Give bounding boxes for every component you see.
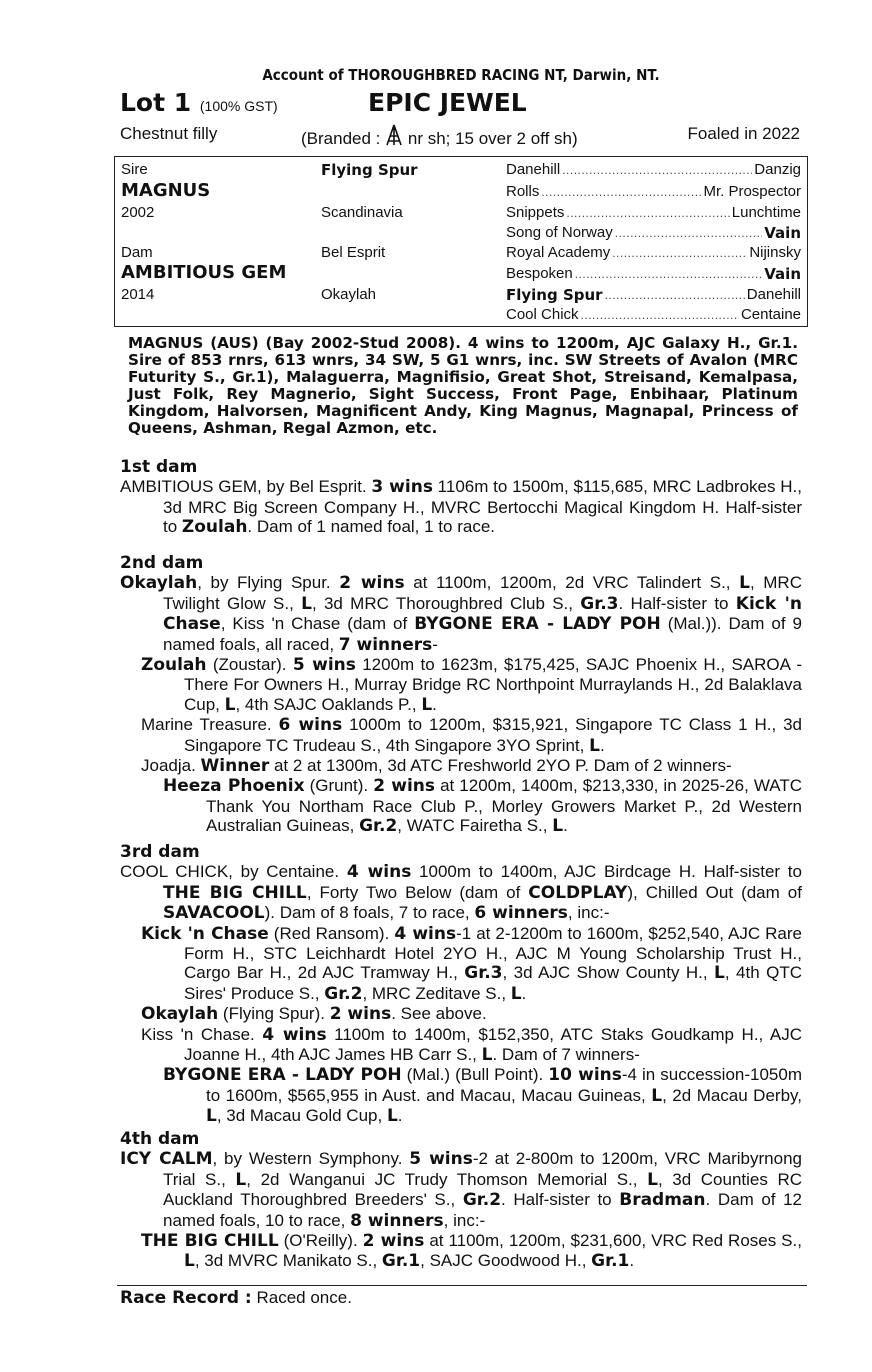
grandparent-right: Vain <box>764 265 801 283</box>
sire-name: MAGNUS <box>121 180 211 201</box>
text-run: . <box>599 735 605 755</box>
text-run: (Mal.)). Dam of 9 named foals, all raced, <box>163 614 802 654</box>
bold-text: 8 winners <box>350 1210 444 1231</box>
bold-text: Gr.1 <box>381 1251 421 1272</box>
grandparent-left: Rolls <box>506 183 540 200</box>
bold-text: Gr.2 <box>462 1190 502 1211</box>
progeny-entry <box>141 924 802 1005</box>
bold-text: Kick 'n Chase <box>163 593 802 635</box>
grandparent-row <box>506 224 801 242</box>
brand-prefix: (Branded : <box>301 129 381 148</box>
text-run: . Dam of 7 winners- <box>492 1045 640 1065</box>
text-run: . Dam of 12 named foals, 10 to race, <box>163 1190 803 1230</box>
text-run: ). Dam of 8 foals, 7 to race, <box>264 903 475 923</box>
dam-label: Dam <box>121 244 153 261</box>
section-heading: 3rd dam <box>120 842 200 862</box>
bold-text: L <box>386 1106 398 1127</box>
bold-text: Gr.3 <box>580 593 619 614</box>
text-run: (Grunt). <box>304 776 374 796</box>
text-run: , 2d Wanganui JC Trudy Thomson Memorial S., <box>246 1169 648 1189</box>
bold-text: Gr.2 <box>359 816 398 837</box>
bold-text: ICY CALM <box>120 1149 213 1170</box>
grandparent-right: Centaine <box>740 306 801 323</box>
bold-text: 5 wins <box>409 1149 473 1170</box>
grandparent-row <box>506 286 801 304</box>
dam-year: 2014 <box>121 286 155 303</box>
text-run: , WATC Fairetha S., <box>397 816 553 836</box>
bold-text: 2 wins <box>373 776 436 797</box>
bold-text: Okaylah <box>120 573 198 594</box>
text-run: -4 in succession-1050m to 1600m, $565,955 in Aust. and Macau, Macau Guineas, <box>206 1065 802 1105</box>
text-run: , by Western Symphony. <box>212 1149 410 1169</box>
bold-text: L <box>647 1169 658 1190</box>
bold-text: L <box>552 816 564 837</box>
text-run: at 1200m, 1400m, $213,330, in 2025-26, WATC Thank You Northam Race Club P., Morley Growers Market P., 2d Western Australian Guineas, <box>206 776 802 836</box>
grandparent-left: Danehill <box>506 161 561 178</box>
grandparent-row <box>506 204 801 222</box>
text-run: 1100m to 1400m, $152,350, ATC Staks Goudkamp H., AJC Joanne H., 4th AJC James HB Carr S., <box>184 1024 802 1065</box>
grandparent-right: Lunchtime <box>731 204 801 221</box>
bold-text: L <box>184 1251 195 1272</box>
grandparent-left: Flying Spur <box>506 286 603 304</box>
bold-text: 2 wins <box>339 573 405 594</box>
grandparent-left: Royal Academy <box>506 244 611 261</box>
grandparent-left: Cool Chick <box>506 306 579 323</box>
text-run: -1 at 2-1200m to 1600m, $252,540, AJC Rare Form H., STC Leichhardt Hotel 2YO H., AJC M Young Scholarship Trust H., Cargo Bar H., 2d AJC Tramway H., <box>184 923 802 983</box>
bold-text: L <box>651 1085 663 1106</box>
brand-icon <box>385 124 403 146</box>
text-run: Marine Treasure. <box>141 715 279 735</box>
dam-sire: Bel Esprit <box>321 244 386 261</box>
grandparent-left: Snippets <box>506 204 565 221</box>
bold-text: L <box>421 694 433 715</box>
text-run: 1106m to 1500m, $115,685, MRC Ladbrokes H., 3d MRC Big Screen Company H., MVRC Bertocchi Magical Kingdom H. Half-sister to <box>163 477 802 537</box>
sire-summary: MAGNUS (AUS) (Bay 2002-Stud 2008). 4 wins to 1200m, AJC Galaxy H., Gr.1. Sire of 853 rnrs, 613 wnrs, 34 SW, 5 G1 wnrs, inc. SW Streets of Avalon (MRC Futurity S., Gr.1), Malaguerra, Magnifisio, Great Shot, Streisand, Kemalpasa, Just Folk, Rey Magnerio, Sight Success, Front Page, Enbihaar, Platinum Kingdom, Halvorsen, Magnificent Andy, King Magnus, Magnapal, Princess of Queens, Ashman, Regal Azmon, etc. <box>128 334 798 437</box>
progeny-entry <box>141 756 802 776</box>
progeny-entry <box>141 655 802 715</box>
lot-number <box>120 88 278 117</box>
bold-text: 5 wins <box>292 655 356 676</box>
text-run: , 2d Macau Derby, <box>662 1085 802 1105</box>
bold-text: Gr.3 <box>464 963 503 984</box>
bold-text: 6 wins <box>278 715 343 736</box>
grandparent-left: Bespoken <box>506 265 573 282</box>
grandparent-row <box>506 306 801 324</box>
text-run: . <box>397 1106 403 1126</box>
bold-text: 7 winners <box>338 634 433 655</box>
bold-text: L <box>739 573 750 594</box>
bold-text: L <box>235 1169 247 1190</box>
progeny-entry <box>163 1065 802 1126</box>
bold-text: L <box>224 694 236 715</box>
text-run: , MRC Twilight Glow S., <box>163 573 802 613</box>
grandparent-right: Danehill <box>746 286 801 303</box>
text-run: , SAJC Goodwood H., <box>420 1251 592 1271</box>
text-run: . <box>629 1251 635 1271</box>
race-record-value: Raced once. <box>256 1288 352 1307</box>
bold-text: Kick 'n Chase <box>141 923 269 944</box>
progeny-entry <box>141 1025 802 1066</box>
grandparent-right: Vain <box>764 224 801 242</box>
horse-details <box>120 124 800 148</box>
text-run: - <box>432 634 438 654</box>
text-run: . Half-sister to <box>501 1190 620 1210</box>
bold-text: L <box>301 593 312 614</box>
bold-text: THE BIG CHILL <box>163 882 307 903</box>
fourth-dam-section <box>120 1130 802 1272</box>
race-record-label: Race Record : <box>120 1288 252 1308</box>
bold-text: L <box>206 1106 217 1127</box>
text-run: , 3d MRC Thoroughbred Club S., <box>311 593 581 613</box>
dam-entry <box>120 573 802 655</box>
bold-text: SAVACOOL <box>163 903 265 924</box>
text-run: 1200m to 1623m, $175,425, SAJC Phoenix H., SAROA - There For Owners H., Murray Bridge RC Northpoint Murraylands H., 2d Balaklava Cup, <box>184 655 802 714</box>
bold-text: Bradman <box>619 1190 706 1211</box>
text-run: , inc:- <box>567 903 610 923</box>
grandparent-left: Song of Norway <box>506 224 613 241</box>
vendor-account: Account of THOROUGHBRED RACING NT, Darwin, NT. <box>262 66 660 84</box>
sire-sire: Flying Spur <box>321 161 418 179</box>
first-dam-section <box>120 458 802 538</box>
section-heading: 4th dam <box>120 1129 200 1149</box>
sire-label: Sire <box>121 161 148 178</box>
bold-text: L <box>714 963 725 984</box>
sire-dam: Scandinavia <box>321 204 403 221</box>
progeny-entry <box>141 715 802 756</box>
text-run: , MRC Zeditave S., <box>362 983 511 1003</box>
section-heading: 2nd dam <box>120 553 204 573</box>
grandparent-row <box>506 183 801 201</box>
brand-description <box>301 124 578 149</box>
bold-text: 2 wins <box>329 1004 392 1025</box>
bold-text: Heeza Phoenix <box>163 776 305 797</box>
text-run: . <box>432 694 437 714</box>
text-run: . Half-sister to <box>618 593 736 613</box>
grandparent-right: Danzig <box>754 161 801 178</box>
horse-name: EPIC JEWEL <box>368 88 527 117</box>
text-run: ), Chilled Out (dam of <box>627 882 802 902</box>
text-run: , 3d Macau Gold Cup, <box>216 1106 387 1126</box>
bold-text: 2 wins <box>362 1231 425 1252</box>
dam-entry <box>120 1149 802 1231</box>
grandparent-row <box>506 244 801 262</box>
dam-entry <box>120 862 802 923</box>
text-run: -2 at 2-800m to 1200m, VRC Maribyrnong Trial S., <box>163 1149 802 1189</box>
text-run: , 4th QTC Sires' Produce S., <box>184 963 803 1003</box>
dam-name: AMBITIOUS GEM <box>121 262 287 283</box>
divider <box>117 1285 807 1286</box>
text-run: , 3d MVRC Manikato S., <box>194 1251 382 1271</box>
text-run: (Red Ransom). <box>268 923 395 943</box>
text-run: , 3d Counties RC Auckland Thoroughbred Breeders' S., <box>163 1169 803 1210</box>
text-run: (Zoustar). <box>206 655 293 675</box>
text-run: Joadja. <box>141 756 201 776</box>
text-run: (Mal.) (Bull Point). <box>401 1065 549 1085</box>
foaled-year: Foaled in 2022 <box>687 124 800 143</box>
colour-sex: Chestnut filly <box>120 124 218 143</box>
text-run: , 3d AJC Show County H., <box>502 963 715 983</box>
bold-text: L <box>589 735 600 756</box>
bold-text: Gr.1 <box>591 1251 630 1272</box>
text-run: COOL CHICK, by Centaine. <box>120 862 347 882</box>
progeny-entry <box>141 1231 802 1272</box>
text-run: at 1100m, 1200m, 2d VRC Talindert S., <box>404 573 740 593</box>
text-run: , Kiss 'n Chase (dam of <box>220 614 415 634</box>
bold-text: BYGONE ERA - LADY POH <box>163 1065 402 1086</box>
bold-text: 6 winners <box>474 903 568 924</box>
progeny-entry <box>163 776 802 836</box>
text-run: at 1100m, 1200m, $231,600, VRC Red Roses S., <box>424 1231 802 1251</box>
bold-text: 3 wins <box>371 477 433 498</box>
grandparent-row <box>506 161 801 179</box>
lot-label: Lot 1 <box>120 88 192 117</box>
text-run: . <box>521 983 527 1003</box>
text-run: . <box>563 816 568 836</box>
text-run: , inc:- <box>443 1210 486 1230</box>
bold-text: Zoulah <box>141 655 207 676</box>
bold-text: 4 wins <box>394 923 457 944</box>
text-run: 1000m to 1400m, AJC Birdcage H. Half-sister to <box>411 862 802 882</box>
text-run: . See above. <box>391 1004 487 1024</box>
brand-suffix: nr sh; 15 over 2 off sh) <box>407 129 578 148</box>
bold-text: Okaylah <box>141 1004 219 1025</box>
grandparent-row <box>506 265 801 283</box>
bold-text: BYGONE ERA - LADY POH <box>414 614 661 635</box>
text-run: at 2 at 1300m, 3d ATC Freshworld 2YO P. Dam of 2 winners- <box>269 756 732 776</box>
bold-text: COLDPLAY <box>528 882 628 903</box>
text-run: (O'Reilly). <box>278 1231 363 1251</box>
progeny-entry <box>141 1004 802 1024</box>
bold-text: 10 wins <box>548 1065 622 1086</box>
bold-text: Winner <box>200 756 270 777</box>
pedigree-table <box>114 156 808 327</box>
text-run: (Flying Spur). <box>218 1004 330 1024</box>
dam-entry <box>120 477 802 537</box>
section-heading: 1st dam <box>120 457 198 477</box>
grandparent-right: Nijinsky <box>749 244 801 261</box>
second-dam-section <box>120 554 802 837</box>
gst-note: (100% GST) <box>199 98 278 114</box>
text-run: AMBITIOUS GEM, by Bel Esprit. <box>120 477 372 497</box>
bold-text: 4 wins <box>346 862 412 883</box>
text-run: 1000m to 1200m, $315,921, Singapore TC Class 1 H., 3d Singapore TC Trudeau S., 4th Singapore 3YO Sprint, <box>184 715 802 755</box>
text-run: . Dam of 1 named foal, 1 to race. <box>247 517 495 537</box>
bold-text: Gr.2 <box>324 983 363 1004</box>
grandparent-right: Mr. Prospector <box>703 183 801 200</box>
bold-text: L <box>510 983 522 1004</box>
bold-text: Zoulah <box>181 517 248 538</box>
text-run: , Forty Two Below (dam of <box>306 882 529 902</box>
text-run: Kiss 'n Chase. <box>141 1024 263 1044</box>
text-run: , 4th SAJC Oaklands P., <box>235 694 422 714</box>
race-record <box>120 1288 352 1308</box>
bold-text: THE BIG CHILL <box>141 1231 279 1252</box>
third-dam-section <box>120 843 802 1127</box>
sire-year: 2002 <box>121 204 155 221</box>
bold-text: L <box>481 1045 493 1066</box>
bold-text: 4 wins <box>262 1024 327 1045</box>
text-run: , by Flying Spur. <box>197 573 340 593</box>
dam-dam: Okaylah <box>321 286 377 303</box>
